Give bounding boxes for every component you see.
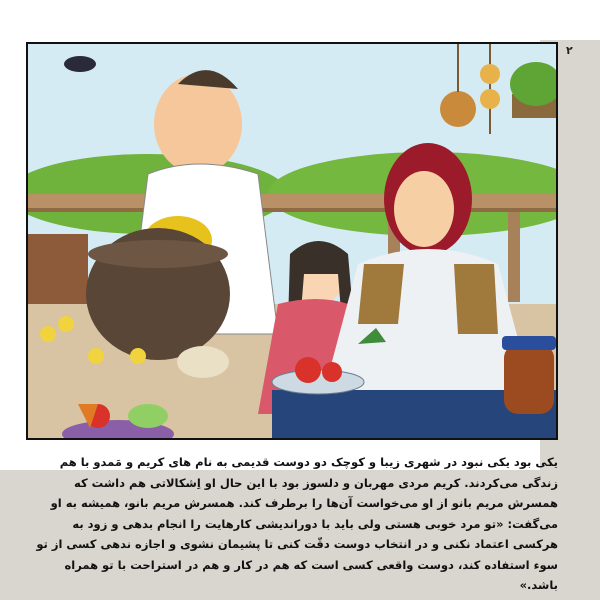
jar xyxy=(504,344,554,414)
railing-top xyxy=(28,194,558,208)
woman-vest-right xyxy=(454,264,498,334)
tomato-icon xyxy=(295,357,321,383)
crow-icon xyxy=(64,56,96,72)
tomato-icon xyxy=(322,362,342,382)
chick-icon xyxy=(130,348,146,364)
hanging-onion-icon xyxy=(480,64,500,84)
chick-icon xyxy=(40,326,56,342)
man-head xyxy=(154,74,242,174)
illustration-art xyxy=(28,44,558,440)
story-illustration xyxy=(26,42,558,440)
chick-icon xyxy=(88,348,104,364)
lettuce-icon xyxy=(128,404,168,428)
page-number: ۲ xyxy=(566,44,573,57)
woman-face xyxy=(394,171,454,247)
chick-icon xyxy=(58,316,74,332)
hanging-onion-icon xyxy=(480,89,500,109)
story-text xyxy=(32,452,558,596)
story-paragraph: یکی بود یکی نبود در شهری زیبا و کوچک دو دوست قدیمی به نام های کریم و مَمدو با هم زندگی می‌کردند. کریم مردی مهربان و دلسوز بود با این حال او اِشکالاتی هم داشت که همسرش مریم بانو از او می‌خواست آن‌ها را برطرف کند. همسرش مریم بانو، همیشه به او می‌گفت: «تو مرد خوبی هستی ولی باید با دوراندیشی کارهایت را انجام بدهی و زود به هرکسی اعتماد نکنی و در انتخاب دوست دقّت کنی تا پشیمان نشوی و اجازه ندهی کسی از تو سوء استفاده کند، دوست واقعی کسی است که هم در کار و هم در استراحت با تو همراه باشد.» xyxy=(36,455,558,592)
woman-vest-left xyxy=(358,264,404,324)
lattice-panel xyxy=(28,234,88,314)
doll xyxy=(177,346,229,378)
hanging-garlic-icon xyxy=(440,91,476,127)
